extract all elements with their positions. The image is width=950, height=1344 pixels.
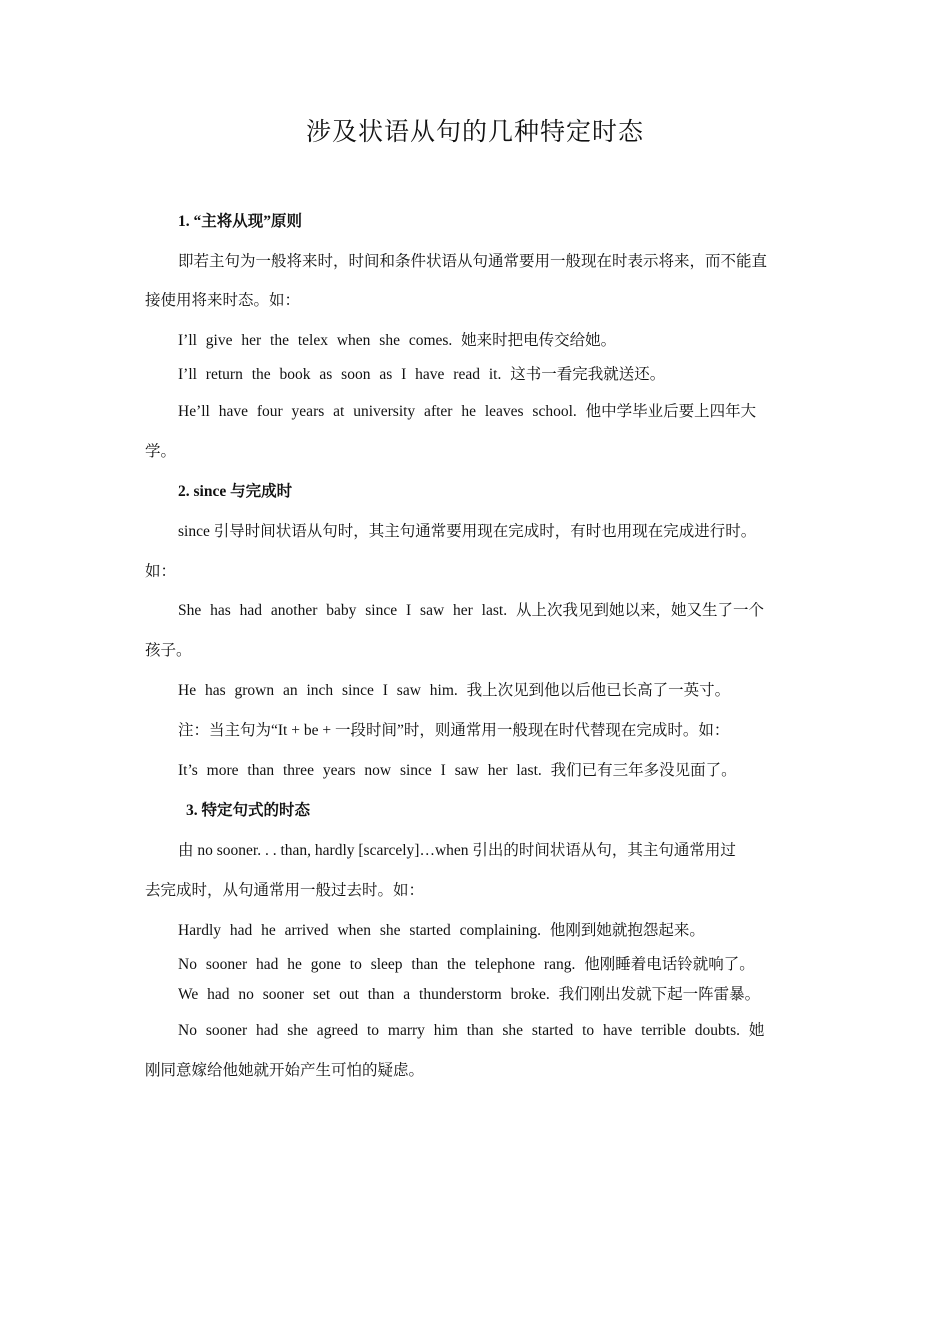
section-2-description-line-1: since 引导时间状语从句时，其主句通常要用现在完成时，有时也用现在完成进行时。 — [178, 523, 757, 540]
section-1-example-3-line-1: He’ll have four years at university after he leaves school. 他中学毕业后要上四年大 — [178, 403, 757, 420]
section-3-example-3: We had no sooner set out than a thunderstorm broke. 我们刚出发就下起一阵雷暴。 — [178, 986, 761, 1003]
section-3-example-1: Hardly had he arrived when she started complaining. 他刚到她就抱怨起来。 — [178, 922, 705, 939]
section-3-heading: 3. 特定句式的时态 — [186, 802, 311, 819]
section-2-example-1-line-1: She has had another baby since I saw her last. 从上次我见到她以来，她又生了一个 — [178, 602, 764, 619]
section-1-description-line-1: 即若主句为一般将来时，时间和条件状语从句通常要用一般现在时表示将来，而不能直 — [178, 253, 768, 270]
page-title: 涉及状语从句的几种特定时态 — [305, 119, 644, 146]
section-2-example-1-line-2: 孩子。 — [145, 642, 192, 659]
section-1-description-line-2: 接使用将来时态。如： — [145, 292, 301, 309]
section-3-example-4-line-2: 刚同意嫁给他她就开始产生可怕的疑虑。 — [145, 1062, 425, 1079]
section-1-heading: 1. “主将从现”原则 — [178, 213, 303, 230]
section-3-example-2: No sooner had he gone to sleep than the telephone rang. 他刚睡着电话铃就响了。 — [178, 956, 755, 973]
section-3-description-line-2: 去完成时，从句通常用一般过去时。如： — [145, 882, 425, 899]
section-2-example-2: He has grown an inch since I saw him. 我上次见到他以后他已长高了一英寸。 — [178, 682, 731, 699]
section-2-description-line-2: 如： — [145, 563, 177, 580]
section-1-example-2: I’ll return the book as soon as I have read it. 这书一看完我就送还。 — [178, 366, 666, 383]
section-2-example-3: It’s more than three years now since I saw her last. 我们已有三年多没见面了。 — [178, 762, 737, 779]
section-1-example-3-line-2: 学。 — [145, 443, 177, 460]
section-1-example-1: I’ll give her the telex when she comes. 她来时把电传交给她。 — [178, 332, 617, 349]
section-3-example-4-line-1: No sooner had she agreed to marry him than she started to have terrible doubts. 她 — [178, 1022, 765, 1039]
section-2-heading: 2. since 与完成时 — [178, 483, 293, 500]
section-3-description-line-1: 由 no sooner. . . than, hardly [scarcely]…when 引出的时间状语从句，其主句通常用过 — [178, 842, 736, 859]
section-2-note: 注：当主句为“It + be + 一段时间”时，则通常用一般现在时代替现在完成时。如： — [178, 722, 730, 739]
